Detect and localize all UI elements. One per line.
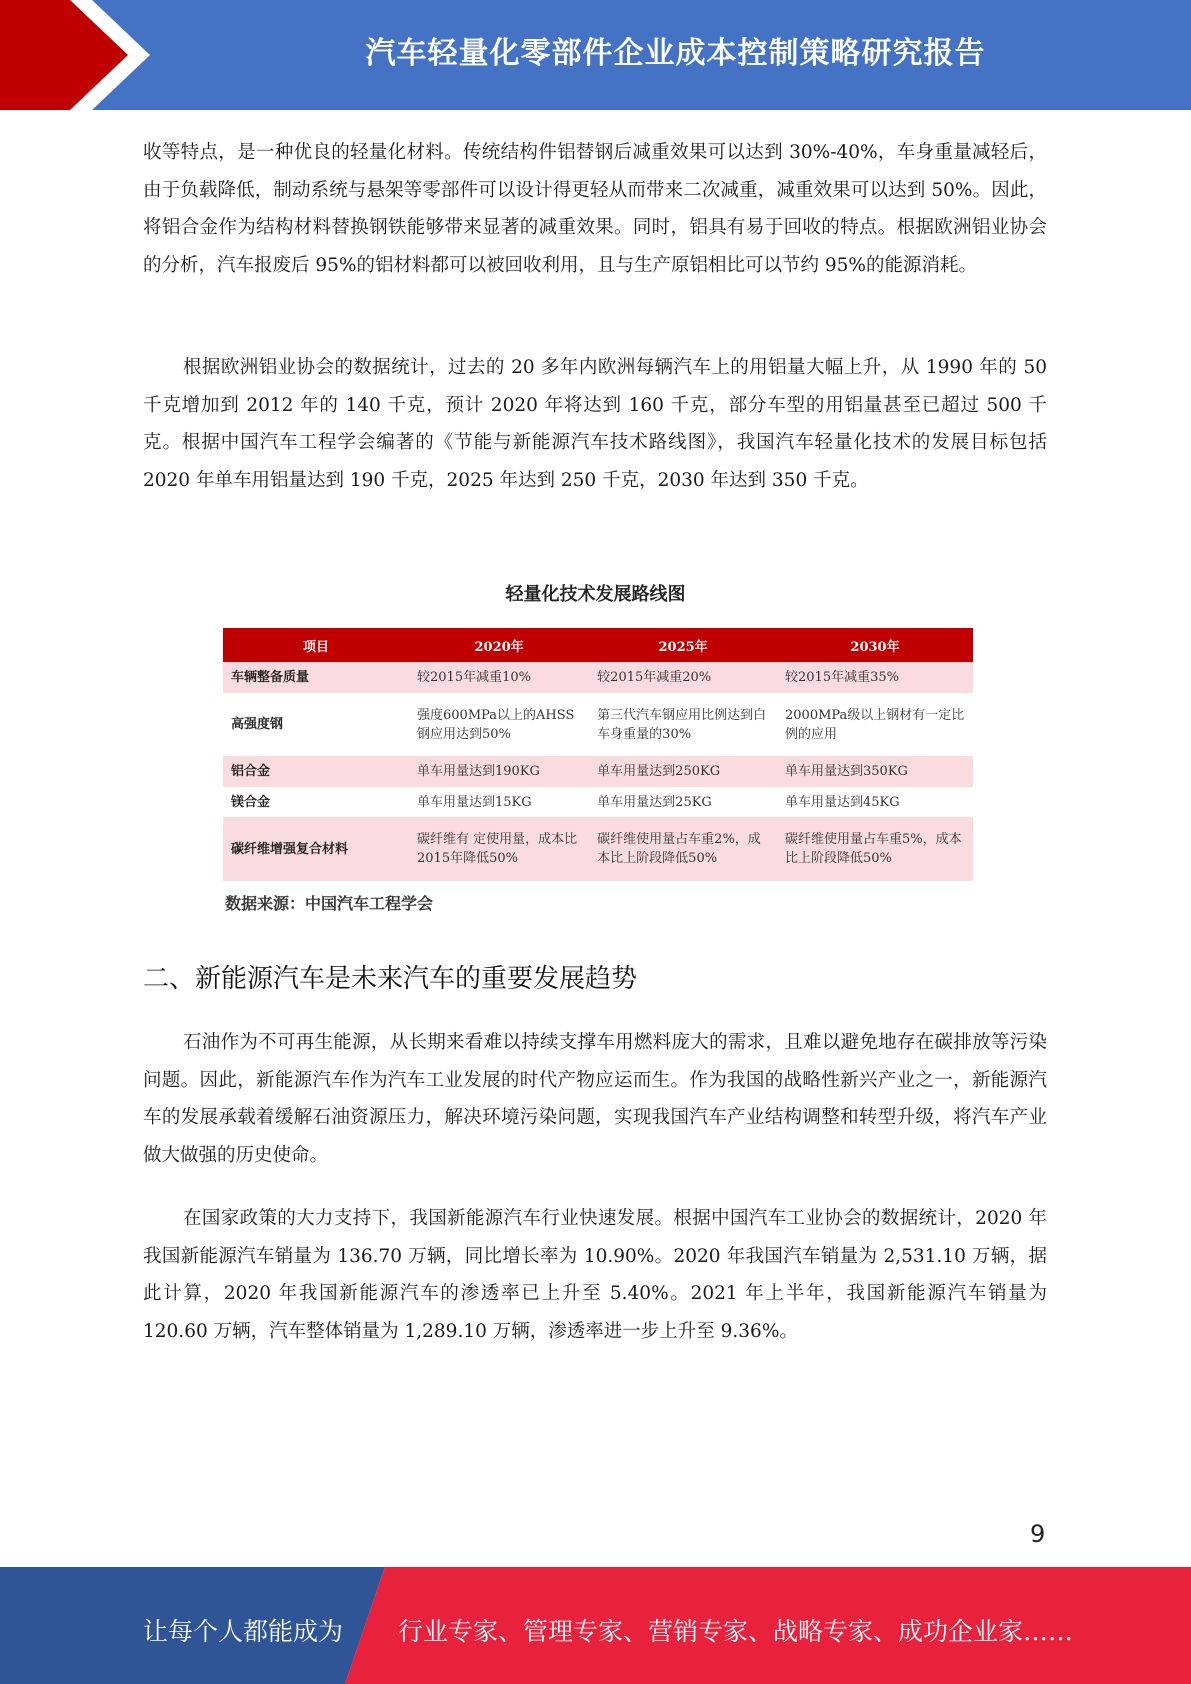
paragraph-4-block [143, 1200, 1047, 1350]
table-row [223, 756, 973, 787]
table-cell: 强度600MPa以上的AHSS钢应用达到50% [409, 693, 589, 756]
table-cell: 碳纤维有 定使用量，成本比2015年降低50% [409, 817, 589, 881]
page-number: 9 [1030, 1520, 1046, 1548]
paragraph-2-block [143, 349, 1047, 499]
table-cell: 单车用量达到190KG [409, 756, 589, 787]
footer-slogan-left: 让每个人都能成为 [143, 1617, 344, 1646]
table-cell: 较2015年减重35% [777, 662, 973, 693]
column-header: 2030年 [777, 628, 973, 662]
table-cell: 碳纤维使用量占车重2%，成本比上阶段降低50% [589, 817, 777, 881]
table-cell: 车辆整备质量 [223, 662, 409, 693]
body-paragraph: 石油作为不可再生能源，从长期来看难以持续支撑车用燃料庞大的需求，且难以避免地存在碳排放等污染问题。因此，新能源汽车作为汽车工业发展的时代产物应运而生。作为我国的战略性新兴产业之一，新能源汽车的发展承载着缓解石油资源压力，解决环境污染问题，实现我国汽车产业结构调整和转型升级，将汽车产业做大做强的历史使命。 [143, 1032, 1047, 1166]
footer-slogan-right: 行业专家、管理专家、营销专家、战略专家、成功企业家…… [398, 1617, 1074, 1646]
table-cell: 单车用量达到15KG [409, 787, 589, 817]
header-chevron-decoration [0, 0, 160, 110]
section-heading: 二、新能源汽车是未来汽车的重要发展趋势 [143, 964, 638, 994]
column-header: 2020年 [409, 628, 589, 662]
figure-title: 轻量化技术发展路线图 [505, 584, 686, 605]
table-cell: 碳纤维增强复合材料 [223, 817, 409, 881]
lightweight-roadmap-table [223, 628, 973, 881]
table-row [223, 787, 973, 817]
table-cell: 较2015年减重20% [589, 662, 777, 693]
table-cell: 高强度钢 [223, 693, 409, 756]
table-cell: 镁合金 [223, 787, 409, 817]
column-header: 2025年 [589, 628, 777, 662]
table-cell: 单车用量达到250KG [589, 756, 777, 787]
table-header-row [223, 628, 973, 662]
table-row [223, 693, 973, 756]
table-cell: 2000MPa级以上钢材有一定比例的应用 [777, 693, 973, 756]
table-cell: 碳纤维使用量占车重5%，成本比上阶段降低50% [777, 817, 973, 881]
table-cell: 较2015年减重10% [409, 662, 589, 693]
table-row [223, 662, 973, 693]
body-paragraph: 收等特点，是一种优良的轻量化材料。传统结构件铝替钢后减重效果可以达到 30%-40%，车身重量减轻后，由于负载降低，制动系统与悬架等零部件可以设计得更轻从而带来二次减重，减重效果可以达到 50%。因此，将铝合金作为结构材料替换钢铁能够带来显著的减重效果。同时，铝具有易于回收的特点。根据欧洲铝业协会的分析，汽车报废后 95%的铝材料都可以被回收利用，且与生产原铝相比可以节约 95%的能源消耗。 [143, 142, 1047, 276]
table-cell: 第三代汽车钢应用比例达到白车身重量的30% [589, 693, 777, 756]
page-header [0, 0, 1191, 110]
paragraph-1-block [143, 134, 1047, 284]
page-footer [0, 1567, 1191, 1684]
paragraph-3-block [143, 1024, 1047, 1174]
table-cell: 铝合金 [223, 756, 409, 787]
table-cell: 单车用量达到25KG [589, 787, 777, 817]
table-row [223, 817, 973, 881]
figure-source-note: 数据来源：中国汽车工程学会 [225, 894, 434, 913]
body-paragraph: 根据欧洲铝业协会的数据统计，过去的 20 多年内欧洲每辆汽车上的用铝量大幅上升，从 1990 年的 50 千克增加到 2012 年的 140 千克，预计 2020 年将达到 160 千克，部分车型的用铝量甚至已超过 500 千克。根据中国汽车工程学会编著的《节能与新能源汽车技术路线图》，我国汽车轻量化技术的发展目标包括 2020 年单车用铝量达到 190 千克，2025 年达到 250 千克，2030 年达到 350 千克。 [143, 357, 1047, 491]
report-title: 汽车轻量化零部件企业成本控制策略研究报告 [365, 36, 986, 71]
table-cell: 单车用量达到350KG [777, 756, 973, 787]
column-header: 项目 [223, 628, 409, 662]
body-paragraph: 在国家政策的大力支持下，我国新能源汽车行业快速发展。根据中国汽车工业协会的数据统计，2020 年我国新能源汽车销量为 136.70 万辆，同比增长率为 10.90%。2020 年我国汽车销量为 2,531.10 万辆，据此计算，2020 年我国新能源汽车的渗透率已上升至 5.40%。2021 年上半年，我国新能源汽车销量为 120.60 万辆，汽车整体销量为 1,289.10 万辆，渗透率进一步上升至 9.36%。 [143, 1208, 1047, 1342]
table-cell: 单车用量达到45KG [777, 787, 973, 817]
